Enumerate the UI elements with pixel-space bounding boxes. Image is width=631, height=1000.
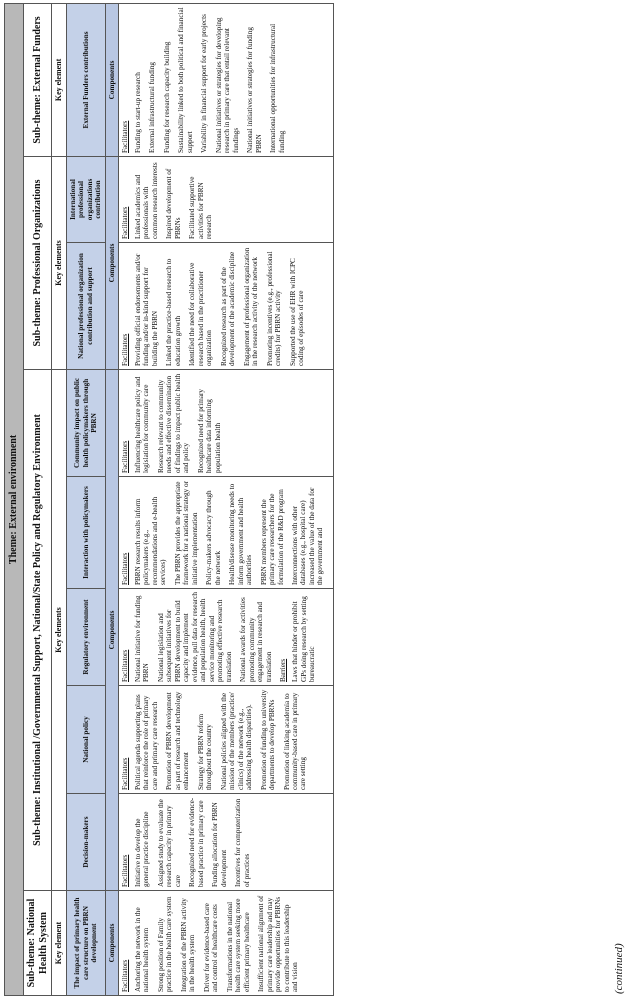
components-label: Components xyxy=(105,891,118,996)
key-element-heading: Community impact on public health policymakers through PBRN xyxy=(66,370,105,477)
component-cell xyxy=(119,157,334,243)
facilitator-item: Linked academics and professionals with common research interests xyxy=(133,162,159,239)
barrier-item: Laws that hinder or prohibit GPs doing research by setting bureaucratic xyxy=(291,596,317,682)
facilitator-item: International opportunities for infrastructural funding xyxy=(269,23,286,153)
key-element-label: Key element xyxy=(52,3,66,156)
component-cell xyxy=(119,477,334,589)
facilitators-label: Facilitators xyxy=(121,440,130,473)
component-cell xyxy=(119,891,334,996)
facilitator-item: Identified the need for collaborative research based in the practitioner organization xyxy=(188,262,214,366)
facilitator-item: Facilitated supportive activities for PBRN research xyxy=(188,176,214,239)
facilitators-label: Facilitators xyxy=(121,649,130,682)
facilitator-item: National initiatives or strategies for developing research in primary care that entail relevant fundings xyxy=(214,17,240,153)
key-element-label: Key element xyxy=(52,891,66,996)
facilitator-item: Influencing healthcare policy and legislation for community care xyxy=(133,376,151,473)
facilitators-label: Facilitators xyxy=(121,206,130,239)
component-cell xyxy=(119,589,334,686)
facilitator-item: Strong position of Family practice in the health care system xyxy=(156,896,174,992)
facilitator-item: National initiatives or strategies for funding PBRN xyxy=(246,27,263,153)
key-element-heading: The impact of primary health care structure on PBRN development xyxy=(66,891,105,996)
components-label: Components xyxy=(105,157,118,370)
facilitator-item: Variability in financial support for early projects xyxy=(200,14,209,153)
facilitator-item: Sustainability linked to both political and financial support xyxy=(177,7,194,153)
facilitator-item: Promotion of PBRN development as part of research and technology enhancement xyxy=(165,691,191,790)
subtheme-nhs: Sub-theme: National Health System xyxy=(23,891,52,996)
facilitator-item: The PBRN provides the appropriate framework for a national strategy or initiative implementation xyxy=(173,481,199,585)
facilitator-item: Initiative to develop the general practice discipline xyxy=(133,811,151,887)
facilitator-item: Transformations in the national health care system seeking more efficient primary healthcare xyxy=(225,898,251,992)
key-element-heading: External Funders contributions xyxy=(66,3,105,156)
barriers-label: Barriers xyxy=(279,658,287,682)
facilitator-item: Recognized need for primary healthcare data informing population health xyxy=(196,388,222,473)
facilitator-item: Funding to start-up research xyxy=(133,72,142,153)
facilitator-item: Driver for evidence-based care and control of healthcare costs xyxy=(202,903,220,992)
component-cell xyxy=(119,686,334,794)
facilitator-item: Providing official endorsements and/or funding and/or in-kind support for building the PBRN xyxy=(133,253,159,366)
facilitator-item: External infrastructural funding xyxy=(148,61,157,153)
facilitator-item: Promoting incentives (e.g., professional credits) for PBRN activity xyxy=(265,251,283,366)
facilitator-item: Interconnections with other databases (e.g., hospital care) increased the value of the data for the government and xyxy=(291,487,325,585)
facilitator-item: Funding for research capacity building xyxy=(162,41,171,153)
subtheme-external-funders: Sub-theme: External Funders xyxy=(23,3,52,156)
theme-header: Theme: External environment xyxy=(5,3,24,995)
facilitator-item: Incentives for computerization of practices xyxy=(234,798,251,887)
facilitator-item: Recognized research as part of the development of the academic discipline xyxy=(219,251,237,366)
key-element-heading: Regulatory environment xyxy=(66,589,105,686)
facilitators-label: Facilitators xyxy=(121,552,130,585)
component-cell xyxy=(119,794,334,891)
facilitators-label: Facilitators xyxy=(121,120,130,153)
component-cell xyxy=(119,370,334,477)
facilitator-item: National initiative for funding PBRN xyxy=(133,595,151,682)
facilitator-item: Political agenda supporting plans that reinforce the role of primary care and primary care research xyxy=(133,694,159,790)
facilitator-item: PBRN research results inform policymakers (e.g., recommendations and e-health services) xyxy=(133,496,168,585)
component-cell xyxy=(119,243,334,370)
key-elements-label: Key elements xyxy=(52,157,66,370)
key-elements-label: Key elements xyxy=(52,370,66,891)
key-element-heading: Decision-makers xyxy=(66,794,105,891)
facilitator-item: Promotion of linking academia to community-based care in primary care setting xyxy=(282,692,308,790)
facilitator-item: Integration of the PBRN activity in the health system xyxy=(179,898,197,992)
component-cell xyxy=(119,3,334,156)
facilitator-item: Strategy for PBRN reform throughout the country xyxy=(196,713,214,790)
facilitators-label: Facilitators xyxy=(121,757,130,790)
continued-note: (continued) xyxy=(613,943,625,994)
components-label: Components xyxy=(105,370,118,891)
facilitator-item: Anchoring the network in the national health system xyxy=(133,907,151,992)
key-element-heading: Interaction with policymakers xyxy=(66,477,105,589)
facilitator-item: Supported the use of EHR with ICPC coding of episodes of care xyxy=(288,258,305,366)
subtheme-institutional: Sub-theme: Institutional /Governmental Support, National/State Policy and Regulatory Environment xyxy=(23,370,52,891)
facilitator-item: Research relevant to community needs and effective dissemination of findings to impact public health and policy xyxy=(156,373,191,473)
key-element-heading: International professional organizations contribution xyxy=(66,157,105,243)
facilitator-item: Funding allocation for PBRN development xyxy=(211,802,228,887)
facilitator-item: Health/disease monitoring needs to inform government and health authorities xyxy=(228,483,254,585)
key-element-heading: National policy xyxy=(66,686,105,794)
facilitator-item: Assigned study to evaluate the research capacity in primary care xyxy=(156,799,182,887)
key-element-heading: National professional organization contribution and support xyxy=(66,243,105,370)
facilitator-item: National policies aligned with the mission of the members (practice/ clinics) of the network (e.g., addressing health disparities). xyxy=(219,692,254,790)
facilitator-item: Recognized need for evidence-based practice in primary care xyxy=(188,797,205,887)
external-environment-table xyxy=(4,3,334,996)
facilitators-label: Facilitators xyxy=(121,959,130,992)
facilitator-item: Policy-makers advocacy through the network xyxy=(205,490,222,585)
facilitator-item: Promotion of funding to university departments to develop PBRNs xyxy=(259,689,277,790)
facilitators-label: Facilitators xyxy=(121,854,130,887)
facilitator-item: PBRN members represent the primary care researchers for the formulation of the R&D program xyxy=(259,489,285,585)
subtheme-professional: Sub-theme: Professional Organizations xyxy=(23,157,52,370)
facilitator-item: National awards for activities promoting community engagement in research and translation xyxy=(239,597,273,682)
facilitator-item: Linked the practice-based research to education growth xyxy=(165,258,182,366)
facilitators-label: Facilitators xyxy=(121,333,130,366)
facilitator-item: National legislation and subsequent initiatives for PBRN development to build capacity and implement evidence, pull data for research and population health, health service monitoring and promoting effective research translation xyxy=(156,592,233,682)
facilitator-item: Engagement of professional organization in the research activity of the network xyxy=(242,247,260,366)
facilitator-item: Insufficient national alignment of primary care leadership and may provide opportunities for PBRNs to contribute to this leadership and vision xyxy=(257,895,299,992)
components-label: Components xyxy=(105,3,118,156)
facilitator-item: Inspired development of PBRNs xyxy=(165,168,182,239)
